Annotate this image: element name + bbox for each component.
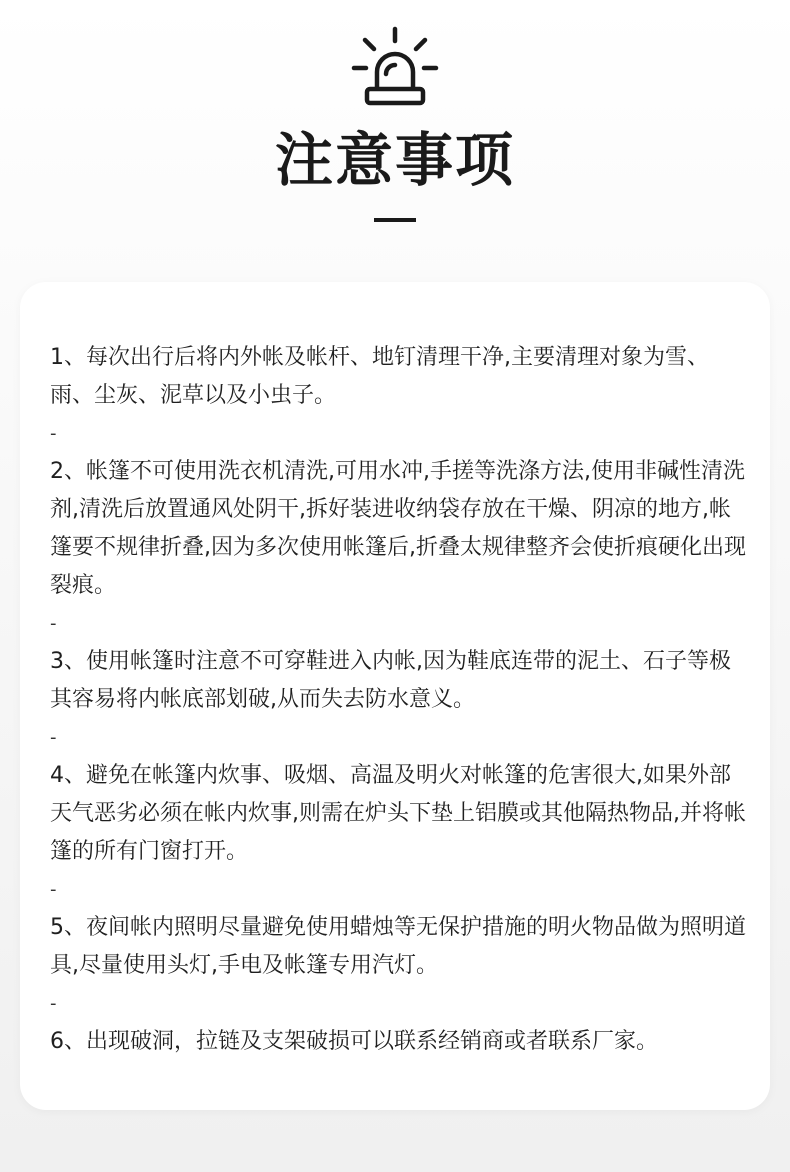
header (0, 0, 790, 280)
note-item-3: 3、使用帐篷时注意不可穿鞋进入内帐,因为鞋底连带的泥土、石子等极其容易将内帐底部划破,从而失去防水意义。 (50, 649, 731, 712)
note-separator: - (50, 423, 57, 444)
note-separator: - (50, 879, 57, 900)
note-item-4: 4、避免在帐篷内炊事、吸烟、高温及明火对帐篷的危害很大,如果外部天气恶劣必须在帐内炊事,则需在炉头下垫上铝膜或其他隔热物品,并将帐篷的所有门窗打开。 (50, 763, 746, 864)
alarm-light-icon (350, 26, 440, 110)
note-item-5: 5、夜间帐内照明尽量避免使用蜡烛等无保护措施的明火物品做为照明道具,尽量使用头灯,手电及帐篷专用汽灯。 (50, 915, 746, 978)
note-item-2: 2、帐篷不可使用洗衣机清洗,可用水冲,手搓等洗涤方法,使用非碱性清洗剂,清洗后放置通风处阴干,拆好装进收纳袋存放在干燥、阴凉的地方,帐篷要不规律折叠,因为多次使用帐篷后,折叠太规律整齐会使折痕硬化出现裂痕。 (50, 459, 746, 598)
note-item-1: 1、每次出行后将内外帐及帐杆、地钉清理干净,主要清理对象为雪、雨、尘灰、泥草以及小虫子。 (50, 345, 709, 408)
notes-list (50, 339, 750, 1061)
notes-card (20, 282, 770, 1110)
note-separator: - (50, 993, 57, 1014)
note-separator: - (50, 727, 57, 748)
page-title: 注意事项 (274, 126, 515, 194)
title-divider (374, 218, 416, 222)
note-item-6: 6、出现破洞，拉链及支架破损可以联系经销商或者联系厂家。 (50, 1029, 658, 1054)
note-separator: - (50, 613, 57, 634)
